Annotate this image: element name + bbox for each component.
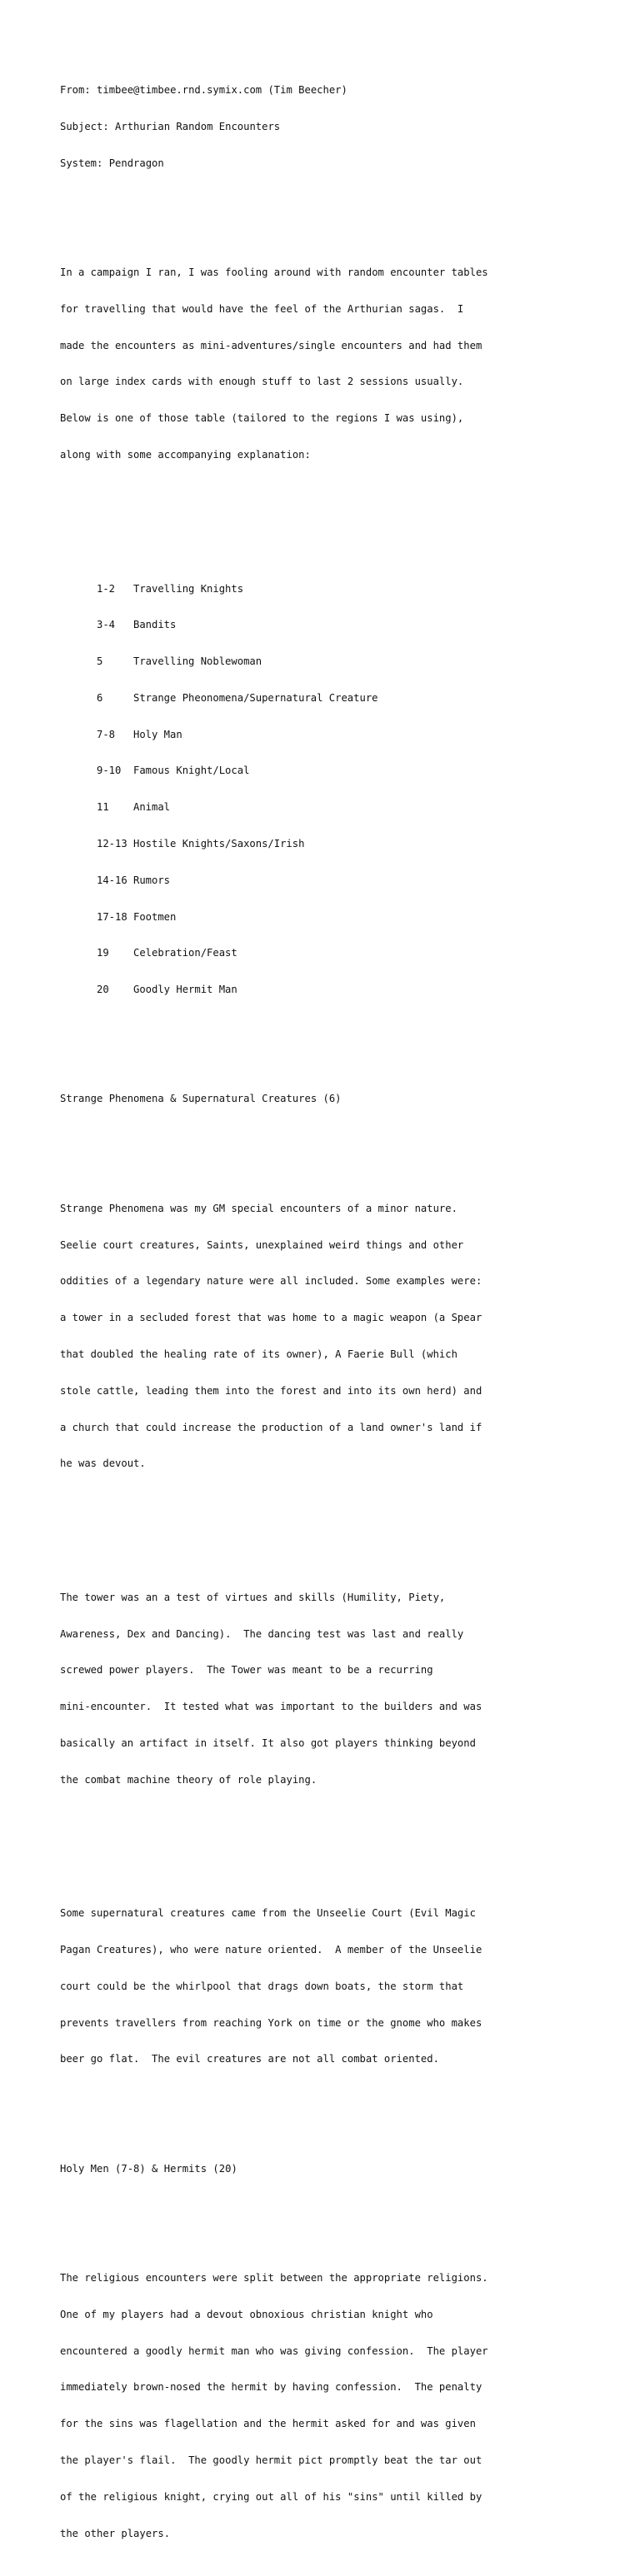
header-system: System: Pendragon: [60, 157, 164, 169]
intro-line: along with some accompanying explanation:: [60, 449, 311, 461]
encounter-entry: Rumors: [133, 874, 171, 886]
holy-men-paragraph: [60, 2248, 593, 2564]
table-row: [97, 801, 593, 814]
roll-range: 6: [97, 691, 103, 704]
blank-line: [60, 2200, 593, 2212]
document-page: [60, 60, 593, 2576]
blank-line: [60, 1044, 593, 1057]
table-row: [97, 765, 593, 777]
phenomena-paragraph-1: [60, 1178, 593, 1494]
paragraph-line: court could be the whirlpool that drags down boats, the storm that: [60, 1980, 464, 1992]
roll-range: 3-4: [97, 619, 116, 631]
table-row: [97, 692, 593, 705]
blank-line: [60, 510, 593, 522]
paragraph-line: he was devout.: [60, 1457, 146, 1470]
header-from: From: timbee@timbee.rnd.symix.com (Tim Beecher): [60, 84, 348, 97]
intro-line: made the encounters as mini-adventures/single encounters and had them: [60, 339, 482, 351]
paragraph-line: Awareness, Dex and Dancing). The dancing test was last and really: [60, 1627, 464, 1640]
encounter-entry: Travelling Knights: [133, 582, 244, 595]
paragraph-line: basically an artifact in itself. It also got players thinking beyond: [60, 1736, 476, 1749]
roll-range: 17-18: [97, 910, 128, 923]
table-row: [97, 911, 593, 924]
paragraph-line: of the religious knight, crying out all of his "sins" until killed by: [60, 2490, 482, 2503]
paragraph-line: prevents travellers from reaching York on time or the gnome who makes: [60, 2016, 482, 2029]
roll-range: 14-16: [97, 874, 128, 886]
paragraph-line: encountered a goodly hermit man who was giving confession. The player: [60, 2344, 488, 2357]
paragraph-line: for the sins was flagellation and the hermit asked for and was given: [60, 2418, 476, 2430]
paragraph-line: Some supernatural creatures came from the Unseelie Court (Evil Magic: [60, 1907, 476, 1920]
encounter-entry: Holy Man: [133, 728, 182, 740]
paragraph-line: immediately brown-nosed the hermit by having confession. The penalty: [60, 2381, 482, 2394]
header-subject: Subject: Arthurian Random Encounters: [60, 120, 281, 132]
phenomena-paragraph-3: [60, 1883, 593, 2090]
table-row: [97, 729, 593, 741]
table-row: [97, 655, 593, 668]
encounter-entry: Footmen: [133, 910, 177, 923]
blank-line: [60, 2114, 593, 2126]
paragraph-line: beer go flat. The evil creatures are not all combat oriented.: [60, 2053, 439, 2065]
table-row: [97, 984, 593, 996]
encounter-entry: Hostile Knights/Saxons/Irish: [133, 838, 305, 850]
paragraph-line: Strange Phenomena was my GM special encounters of a minor nature.: [60, 1202, 458, 1214]
paragraph-line: the combat machine theory of role playing.: [60, 1773, 318, 1786]
roll-range: 20: [97, 984, 109, 996]
paragraph-line: that doubled the healing rate of its owner), A Faerie Bull (which: [60, 1348, 458, 1360]
intro-line: on large index cards with enough stuff to last 2 sessions usually.: [60, 376, 464, 388]
roll-range: 9-10: [97, 765, 122, 777]
intro-line: for travelling that would have the feel of the Arthurian sagas. I: [60, 302, 464, 315]
table-row: [97, 947, 593, 959]
section-heading-phenomena: Strange Phenomena & Supernatural Creatures (6): [60, 1093, 342, 1105]
blank-line: [60, 1835, 593, 1847]
roll-range: 7-8: [97, 728, 116, 740]
roll-range: 12-13: [97, 838, 128, 850]
intro-line: Below is one of those table (tailored to the regions I was using),: [60, 412, 464, 425]
intro-paragraph: [60, 242, 593, 486]
paragraph-line: mini-encounter. It tested what was important to the builders and was: [60, 1701, 482, 1713]
encounter-entry: Bandits: [133, 619, 177, 631]
paragraph-line: oddities of a legendary nature were all included. Some examples were:: [60, 1275, 482, 1288]
paragraph-line: a church that could increase the production of a land owner's land if: [60, 1421, 482, 1433]
encounter-entry: Celebration/Feast: [133, 947, 238, 959]
paragraph-line: screwed power players. The Tower was meant to be a recurring: [60, 1664, 433, 1677]
paragraph-line: The religious encounters were split between the appropriate religions.: [60, 2272, 488, 2285]
roll-range: 5: [97, 655, 103, 668]
table-row: [97, 874, 593, 887]
paragraph-line: Pagan Creatures), who were nature oriented. A member of the Unseelie: [60, 1944, 482, 1956]
table-row: [97, 838, 593, 850]
roll-range: 19: [97, 947, 109, 959]
intro-line: In a campaign I ran, I was fooling around with random encounter tables: [60, 267, 488, 279]
paragraph-line: Seelie court creatures, Saints, unexplained weird things and other: [60, 1238, 464, 1251]
paragraph-line: the other players.: [60, 2527, 171, 2539]
paragraph-line: stole cattle, leading them into the forest and into its own herd) and: [60, 1384, 482, 1397]
encounter-entry: Travelling Noblewoman: [133, 655, 262, 668]
section-heading-holy-men: Holy Men (7-8) & Hermits (20): [60, 2162, 238, 2175]
encounter-entry: Famous Knight/Local: [133, 765, 250, 777]
paragraph-line: the player's flail. The goodly hermit pict promptly beat the tar out: [60, 2454, 482, 2466]
encounter-table: [97, 558, 593, 1020]
paragraph-line: One of my players had a devout obnoxious christian knight who: [60, 2308, 433, 2320]
table-row: [97, 583, 593, 595]
table-row: [97, 619, 593, 631]
encounter-entry: Animal: [133, 801, 171, 814]
encounter-entry: Goodly Hermit Man: [133, 984, 238, 996]
encounter-entry: Strange Pheonomena/Supernatural Creature: [133, 691, 378, 704]
roll-range: 1-2: [97, 582, 116, 595]
blank-line: [60, 194, 593, 207]
paragraph-line: The tower was an a test of virtues and skills (Humility, Piety,: [60, 1591, 446, 1603]
blank-line: [60, 1518, 593, 1531]
roll-range: 11: [97, 801, 109, 814]
phenomena-paragraph-2: [60, 1567, 593, 1811]
paragraph-line: a tower in a secluded forest that was home to a magic weapon (a Spear: [60, 1312, 482, 1324]
blank-line: [60, 1129, 593, 1142]
